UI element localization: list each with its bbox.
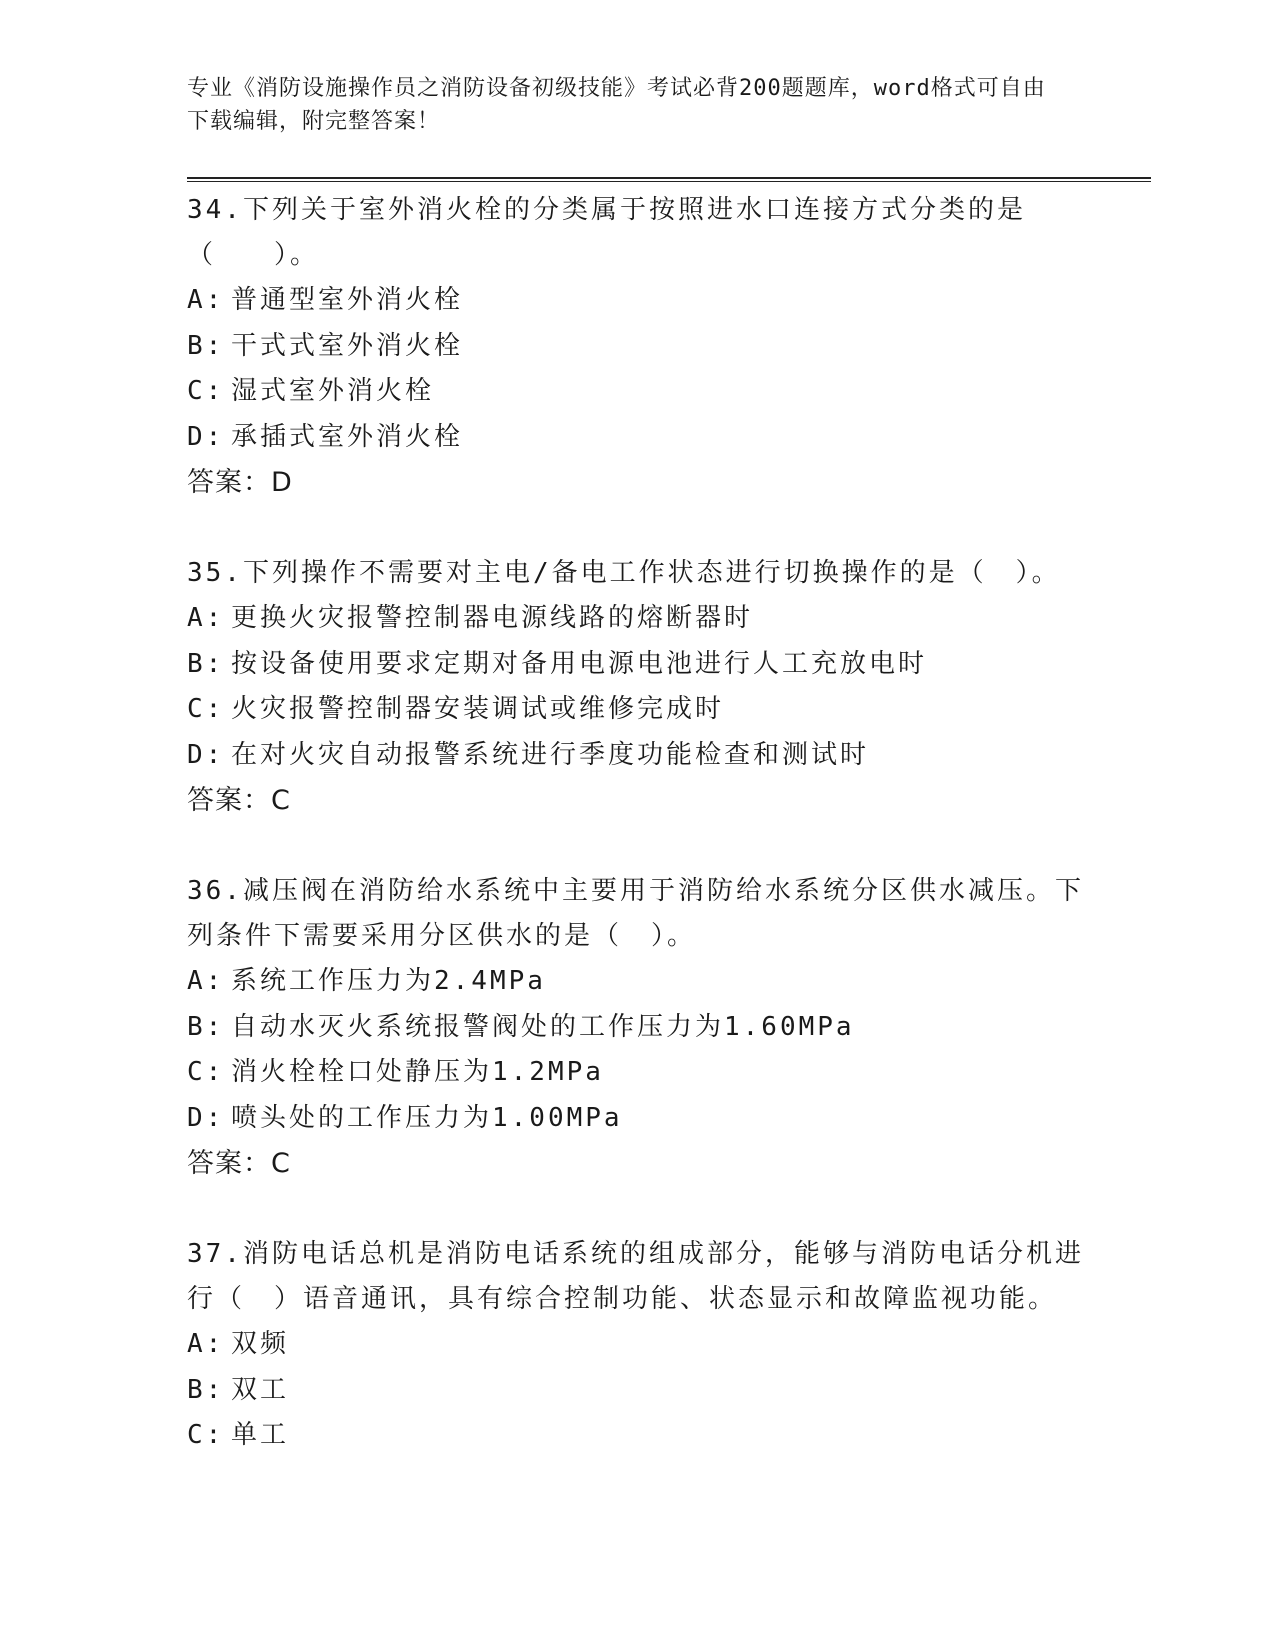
question-36 — [187, 869, 1087, 1186]
option-text: 更换火灾报警控制器电源线路的熔断器时 — [231, 603, 754, 633]
option-letter: B: — [187, 648, 225, 679]
option-d — [187, 1096, 1087, 1142]
option-b — [187, 1005, 1087, 1051]
option-text: 按设备使用要求定期对备用电源电池进行人工充放电时 — [231, 648, 928, 679]
question-35 — [187, 551, 1087, 823]
option-letter: B: — [187, 1374, 225, 1405]
option-b — [187, 642, 1087, 688]
answer-label: 答案：D — [187, 467, 293, 498]
option-letter: D: — [187, 1102, 225, 1133]
option-letter: D: — [187, 739, 225, 770]
option-text: 普通型室外消火栓 — [231, 285, 464, 315]
option-letter: B: — [187, 1011, 225, 1042]
question-37 — [187, 1232, 1087, 1459]
option-text: 双频 — [231, 1329, 290, 1359]
option-letter: D: — [187, 421, 225, 452]
option-text: 承插式室外消火栓 — [231, 421, 464, 452]
question-stem: 37.消防电话总机是消防电话系统的组成部分，能够与消防电话分机进行（ ）语音通讯，具有综合控制功能、状态显示和故障监视功能。 — [187, 1239, 1084, 1314]
option-text: 消火栓栓口处静压为1.2MPa — [231, 1057, 604, 1087]
option-letter: C: — [187, 1057, 225, 1087]
option-text: 喷头处的工作压力为1.00MPa — [231, 1102, 623, 1133]
option-text: 湿式室外消火栓 — [231, 376, 435, 406]
answer-label: 答案：C — [187, 1148, 291, 1179]
option-c — [187, 1050, 1087, 1096]
answer-label: 答案：C — [187, 785, 291, 816]
option-c — [187, 1413, 1087, 1459]
option-letter: C: — [187, 376, 225, 406]
option-text: 系统工作压力为2.4MPa — [231, 966, 546, 996]
header-divider — [187, 177, 1151, 182]
option-text: 单工 — [231, 1420, 290, 1450]
question-list — [187, 188, 1087, 1505]
option-letter: B: — [187, 330, 225, 361]
option-letter: A: — [187, 603, 225, 633]
option-letter: C: — [187, 1420, 225, 1450]
option-a — [187, 278, 1087, 324]
option-text: 在对火灾自动报警系统进行季度功能检查和测试时 — [231, 739, 870, 770]
option-d — [187, 415, 1087, 461]
option-a — [187, 959, 1087, 1005]
question-34 — [187, 188, 1087, 505]
option-c — [187, 687, 1087, 733]
option-d — [187, 733, 1087, 779]
option-a — [187, 1322, 1087, 1368]
option-text: 自动水灭火系统报警阀处的工作压力为1.60MPa — [231, 1011, 855, 1042]
option-a — [187, 596, 1087, 642]
option-text: 火灾报警控制器安装调试或维修完成时 — [231, 694, 725, 724]
option-letter: A: — [187, 966, 225, 996]
option-text: 双工 — [231, 1374, 290, 1405]
question-stem: 36.减压阀在消防给水系统中主要用于消防给水系统分区供水减压。下列条件下需要采用分区供水的是（ ）。 — [187, 876, 1084, 951]
option-b — [187, 1368, 1087, 1414]
option-text: 干式式室外消火栓 — [231, 330, 464, 361]
option-letter: C: — [187, 694, 225, 724]
option-c — [187, 369, 1087, 415]
option-b — [187, 324, 1087, 370]
option-letter: A: — [187, 1329, 225, 1359]
option-letter: A: — [187, 285, 225, 315]
question-stem: 35.下列操作不需要对主电/备电工作状态进行切换操作的是（ ）。 — [187, 558, 1061, 588]
question-stem: 34.下列关于室外消火栓的分类属于按照进水口连接方式分类的是（ ）。 — [187, 195, 1026, 270]
document-header: 专业《消防设施操作员之消防设备初级技能》考试必背200题题库，word格式可自由下载编辑，附完整答案！ — [187, 76, 1046, 134]
